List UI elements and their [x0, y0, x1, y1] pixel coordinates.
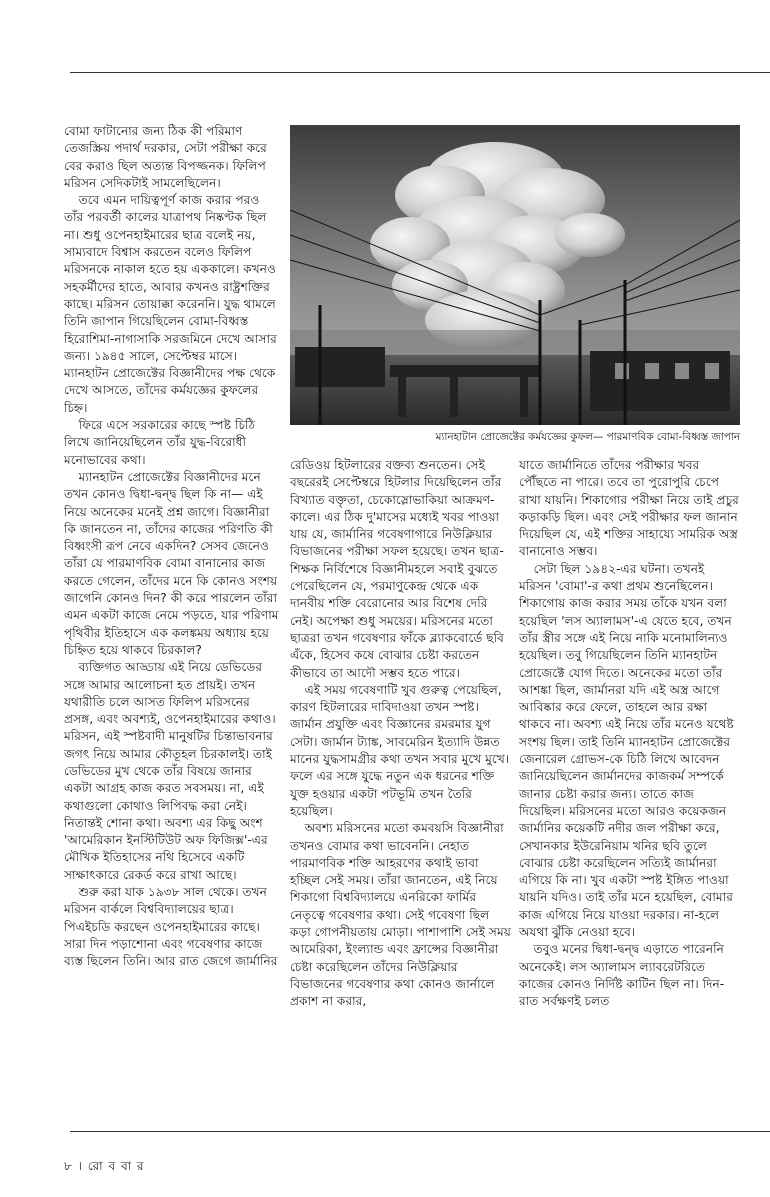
paragraph: রেডিওয় হিটলারের বক্তব্য শুনতেন। সেই বছরেরই সেপ্টেম্বরে হিটলার দিয়েছিলেন তাঁর বিখ্যাত বক্তৃতা, চেকোস্লোভাকিয়া আক্রমণ-কালে। এর ঠিক দু'মাসের মধ্যেই খবর পাওয়া যায় যে, জার্মানির গবেষণাগারে নিউক্লিয়ার বিভাজনের পরীক্ষা সফল হয়েছে। তখন ছাত্র-শিক্ষক নির্বিশেষে বিজ্ঞানীমহলে সবাই বুঝতে পেরেছিলেন যে, পরমাণুকেন্দ্র থেকে এক দানবীয় শক্তি বেরোনোর আর বিশেষ দেরি নেই। অপেক্ষা শুধু সময়ের। মরিসনের মতো ছাত্ররা তখন গবেষণার ফাঁকে ব্ল্যাকবোর্ডে ছবি এঁকে, হিসেব কষে বোঝার চেষ্টা করতেন কীভাবে তা আদৌ সম্ভব হতে পারে।	[290, 458, 504, 680]
mushroom-cloud-photo	[290, 125, 740, 425]
paragraph: অবশ্য মরিসনের মতো কমবয়সি বিজ্ঞানীরা তখনও বোমার কথা ভাবেননি। নেহাত পারমাণবিক শক্তি আহরণের কথাই ভাবা হচ্ছিল সেই সময়। তাঁরা জানতেন, এই নিয়ে শিকাগো বিশ্ববিদ্যালয়ে এনরিকো ফার্মির নেতৃত্বে গবেষণার কথা। সেই গবেষণা ছিল কড়া গোপনীয়তায় মোড়া। পাশাপাশি সেই সময় আমেরিকা, ইংল্যান্ড এবং ফ্রান্সের বিজ্ঞানীরা চেষ্টা করেছিলেন তাঁদের নিউক্লিয়ার বিভাজনের গবেষণার কথা কোনও জার্নালে প্রকাশ না করার,	[290, 821, 511, 1009]
article-column-1	[64, 123, 280, 971]
paragraph: তবুও মনের দ্বিধা-দ্বন্দ্ব এড়াতে পারেননি অনেকেই। লস অ্যালামস ল্যাবরেটরিতে কাজের কোনও নির্দিষ্ট কাটিন ছিল না। দিন-রাত সর্বক্ষণই চলত	[519, 942, 725, 1009]
paragraph: তবে এমন দায়িত্বপূর্ণ কাজ করার পরও তাঁর পরবর্তী কালের যাত্রাপথ নিষ্কণ্টক ছিল না। শুধু ওপেনহাইমারের ছাত্র বলেই নয়, সাম্যবাদে বিশ্বাস করতেন বলেও ফিলিপ মরিসনকে নাকাল হতে হয় এককালে। কখনও সহকর্মীদের হাতে, আবার কখনও রাষ্ট্রশক্তির কাছে। মরিসন তোয়াক্কা করেননি। যুদ্ধ থামলে তিনি জাপান গিয়েছিলেন বোমা-বিধ্বস্ত হিরোশিমা-নাগাসাকি সরজমিনে দেখে আসার জন্য। ১৯৪৫ সালে, সেপ্টেম্বর মাসে। ম্যানহাটন প্রোজেক্টের বিজ্ঞানীদের পক্ষ থেকে দেখে আসতে, তাঁদের কর্মযজ্ঞের কুফলের চিহ্ন।	[64, 193, 277, 415]
paragraph: যাতে জার্মানিতে তাঁদের পরীক্ষার খবর পৌঁছতে না পারে। তবে তা পুরোপুরি চেপে রাখা যায়নি। শিকাগোর পরীক্ষা নিয়ে তাই প্রচুর কড়াকড়ি ছিল। এবং সেই পরীক্ষার ফল জানান দিয়েছিল যে, এই শক্তির সাহায্যে সামরিক অস্ত্র বানানোও সম্ভব।	[519, 458, 739, 559]
photo-caption: ম্যানহাটান প্রোজেক্টের কর্মযজ্ঞের কুফল— পারমাণবিক বোমা-বিধ্বস্ত জাপান	[435, 431, 740, 443]
article-column-2	[290, 457, 512, 1011]
paragraph: ব্যক্তিগত আড্ডায় এই নিয়ে ডেভিডের সঙ্গে আমার আলোচনা হত প্রায়ই। তখন যথারীতি চলে আসত ফিলিপ মরিসনের প্রসঙ্গ, এবং অবশ্যই, ওপেনহাইমারের কথাও। মরিসন, এই স্পষ্টবাদী মানুষটির চিন্তাভাবনার জগৎ নিয়ে আমার কৌতূহল চিরকালই। তাই ডেভিডের মুখ থেকে তাঁর বিষয়ে জানার একটা আগ্রহ কাজ করত সবসময়। না, এই কথাগুলো কোথাও লিপিবদ্ধ করা নেই। নিতান্তই শোনা কথা। অবশ্য এর কিছু অংশ 'আমেরিকান ইনস্টিটিউট অফ ফিজিক্স'-এর মৌখিক ইতিহাসের নথি হিসেবে একটি সাক্ষাৎকারে রেকর্ড করে রাখা আছে।	[64, 660, 276, 882]
paragraph: সেটা ছিল ১৯৪২-এর ঘটনা। তখনই মরিসন 'বোমা'-র কথা প্রথম শুনেছিলেন। শিকাগোয় কাজ করার সময় তাঁকে যখন বলা হয়েছিল 'লস অ্যালামস'-এ যেতে হবে, তখন তাঁর স্ত্রীর সঙ্গে এই নিয়ে নাকি মনোমালিন্যও হয়েছিল। তবু গিয়েছিলেন তিনি ম্যানহাটন প্রোজেক্টে যোগ দিতে। অনেকের মতো তাঁর আশঙ্কা ছিল, জার্মানরা যদি এই অস্ত্র আগে আবিষ্কার করে ফেলে, তাহলে আর রক্ষা থাকবে না। অবশ্য এই নিয়ে তাঁর মনেও যথেষ্ট সংশয় ছিল। তাই তিনি ম্যানহাটন প্রোজেক্টের জেনারেল গ্রোভস-কে চিঠি লিখে আবেদন জানিয়েছিলেন জার্মানদের কাজকর্ম সম্পর্কে জানার চেষ্টা করার জন্য। তাতে কাজ দিয়েছিল। মরিসনের মতো আরও কয়েকজন জার্মানির কয়েকটি নদীর জল পরীক্ষা করে, সেখানকার ইউরেনিয়াম খনির ছবি তুলে বোঝার চেষ্টা করেছিলেন সত্যিই জার্মানরা এগিয়ে কি না। খুব একটা স্পষ্ট ইঙ্গিত পাওয়া যায়নি যদিও। তাই তাঁর মনে হয়েছিল, বোমার কাজ এগিয়ে নিয়ে যাওয়া দরকার। না-হলে অযথা ঝুঁকি নেওয়া হবে।	[519, 561, 734, 940]
header-rule	[70, 72, 770, 73]
paragraph: ম্যানহাটন প্রোজেক্টের বিজ্ঞানীদের মনে তখন কোনও দ্বিধা-দ্বন্দ্ব ছিল কি না— এই নিয়ে অনেকের মনেই প্রশ্ন জাগে। বিজ্ঞানীরা কি জানতেন না, তাঁদের কাজের পরিণতি কী বিধ্বংসী রূপ নেবে একদিন? সেসব জেনেও তাঁরা যে পারমাণবিক বোমা বানানোর কাজ করতে গেলেন, তাঁদের মনে কি কোনও সংশয় জাগেনি কোনও দিন? কী করে পারলেন তাঁরা এমন একটা কাজে নেমে পড়তে, যার পরিণাম পৃথিবীর ইতিহাসে এক কলঙ্কময় অধ্যায় হয়ে চিহ্নিত হয়ে থাকবে চিরকাল?	[64, 469, 279, 657]
paragraph: শুরু করা যাক ১৯৩৮ সাল থেকে। তখন মরিসন বার্কলে বিশ্ববিদ্যালয়ের ছাত্র। পিএইচডি করছেন ওপেনহাইমারের কাছে। সারা দিন পড়াশোনা এবং গবেষণার কাজে ব্যস্ত ছিলেন তিনি। আর রাত জেগে জার্মানির	[64, 885, 278, 969]
paragraph: এই সময় গবেষণাটি খুব গুরুত্ব পেয়েছিল, কারণ হিটলারের দাবিদাওয়া তখন স্পষ্ট। জার্মান প্রযুক্তি এবং বিজ্ঞানের রমরমার যুগ সেটা। জার্মান ট্যাঙ্ক, সাবমেরিন ইত্যাদি উন্নত মানের যুদ্ধসামগ্রীর কথা তখন সবার মুখে মুখে। ফলে এর সঙ্গে যুদ্ধে নতুন এক ধরনের শক্তি যুক্ত হওয়ার একটা পটভূমি তখন তৈরি হয়েছিল।	[290, 682, 510, 818]
paragraph: ফিরে এসে সরকারের কাছে স্পষ্ট চিঠি লিখে জানিয়েছিলেন তাঁর যুদ্ধ-বিরোধী মনোভাবের কথা।	[64, 418, 256, 467]
page-footer: ৮ । রো ব বা র	[64, 1159, 145, 1173]
footer-rule	[70, 1131, 770, 1132]
paragraph: বোমা ফাটানোর জন্য ঠিক কী পরিমাণ তেজস্ক্রিয় পদার্থ দরকার, সেটা পরীক্ষা করে বের করাও ছিল অত্যন্ত বিপজ্জনক। ফিলিপ মরিসন সেদিকটাই সামলেছিলেন।	[64, 124, 267, 190]
article-column-3	[519, 457, 740, 1011]
